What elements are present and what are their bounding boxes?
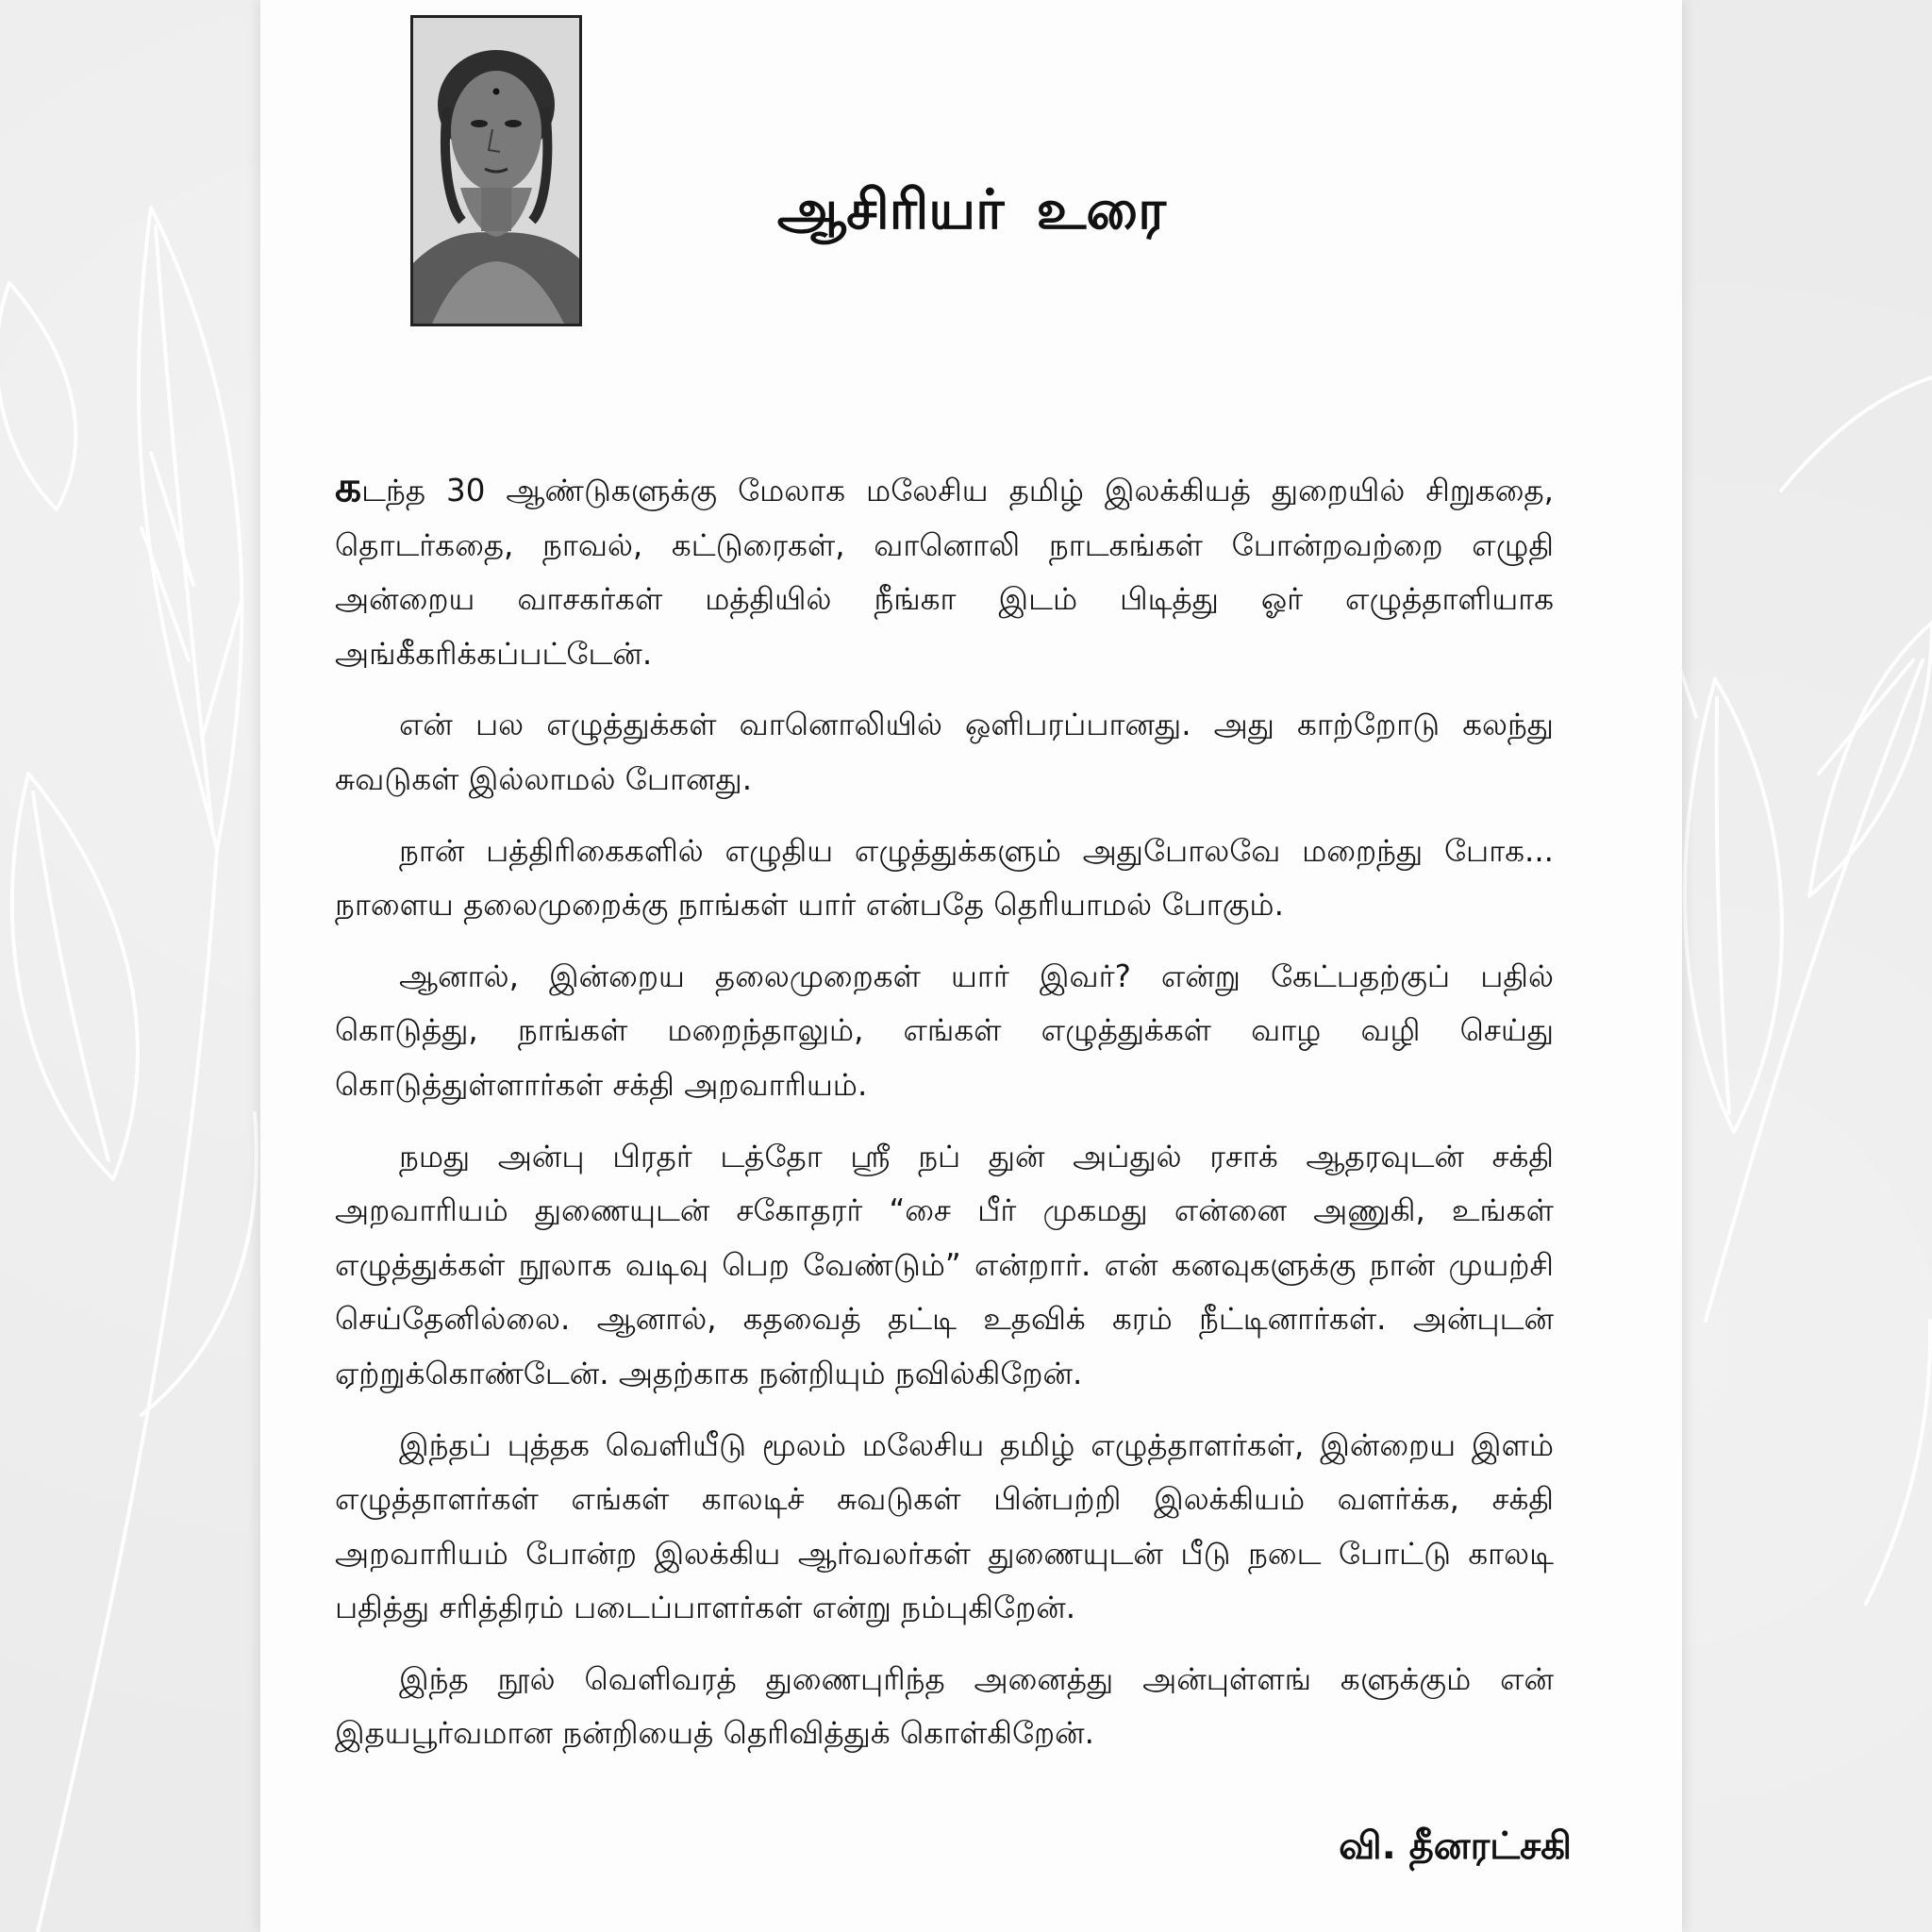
drop-cap: க — [335, 463, 362, 511]
page-title: ஆசிரியர் உரை — [776, 177, 1167, 242]
paragraph-2: என் பல எழுத்துக்கள் வானொலியில் ஒளிபரப்பானது. அது காற்றோடு கலந்து சுவடுகள் இல்லாமல் போனது. — [335, 707, 1554, 797]
author-signature: வி. தீனரட்சகி — [1339, 1824, 1572, 1868]
paragraph-7: இந்த நூல் வெளிவரத் துணைபுரிந்த அனைத்து அன்புள்ளங் களுக்கும் என் இதயபூர்வமான நன்றியைத் தெரிவித்துக் கொள்கிறேன். — [335, 1660, 1554, 1752]
author-portrait-icon — [413, 18, 579, 324]
paragraph-text: டந்த 30 ஆண்டுகளுக்கு மேலாக மலேசிய தமிழ் இலக்கியத் துறையில் சிறுகதை, தொடர்கதை, நாவல், கட்டுரைகள், வானொலி நாடகங்கள் போன்றவற்றை எழுதி அன்றைய வாசகர்கள் மத்தியில் நீங்கா இடம் பிடித்து ஓர் எழுத்தாளியாக அங்கீகரிக்கப்பட்டேன். — [335, 473, 1554, 672]
paragraph-6: இந்தப் புத்தக வெளியீடு மூலம் மலேசிய தமிழ் எழுத்தாளர்கள், இன்றைய இளம் எழுத்தாளர்கள் எங்கள் காலடிச் சுவடுகள் பின்பற்றி இலக்கியம் வளர்க்க, சக்தி அறவாரியம் போன்ற இலக்கிய ஆர்வலர்கள் துணையுடன் பீடு நடை போட்டு காலடி பதித்து சரித்திரம் படைப்பாளர்கள் என்று நம்புகிறேன். — [335, 1426, 1554, 1626]
leaf-decoration-left-icon — [0, 0, 264, 1932]
paragraph-1 — [335, 460, 1554, 681]
leaf-decoration-right-icon — [1677, 0, 1932, 1932]
paragraph-4: ஆனால், இன்றைய தலைமுறைகள் யார் இவர்? என்று கேட்பதற்குப் பதில் கொடுத்து, நாங்கள் மறைந்தாலும், எங்கள் எழுத்துக்கள் வாழ வழி செய்து கொடுத்துள்ளார்கள் சக்தி அறவாரியம். — [335, 958, 1554, 1103]
preface-body — [335, 460, 1554, 1778]
paragraph-5: நமது அன்பு பிரதர் டத்தோ ஸ்ரீ நப் துன் அப்துல் ரசாக் ஆதரவுடன் சக்தி அறவாரியம் துணையுடன் சகோதரர் “சை பீர் முகமது என்னை அணுகி, உங்கள் எழுத்துக்கள் நூலாக வடிவு பெற வேண்டும்” என்றார். என் கனவுகளுக்கு நான் முயற்சி செய்தேனில்லை. ஆனால், கதவைத் தட்டி உதவிக் கரம் நீட்டினார்கள். அன்புடன் ஏற்றுக்கொண்டேன். அதற்காக நன்றியும் நவில்கிறேன். — [335, 1138, 1554, 1391]
paragraph-3: நான் பத்திரிகைகளில் எழுதிய எழுத்துக்களும் அதுபோலவே மறைந்து போக... நாளைய தலைமுறைக்கு நாங்கள் யார் என்பதே தெரியாமல் போகும். — [335, 832, 1554, 924]
author-portrait — [410, 15, 582, 326]
